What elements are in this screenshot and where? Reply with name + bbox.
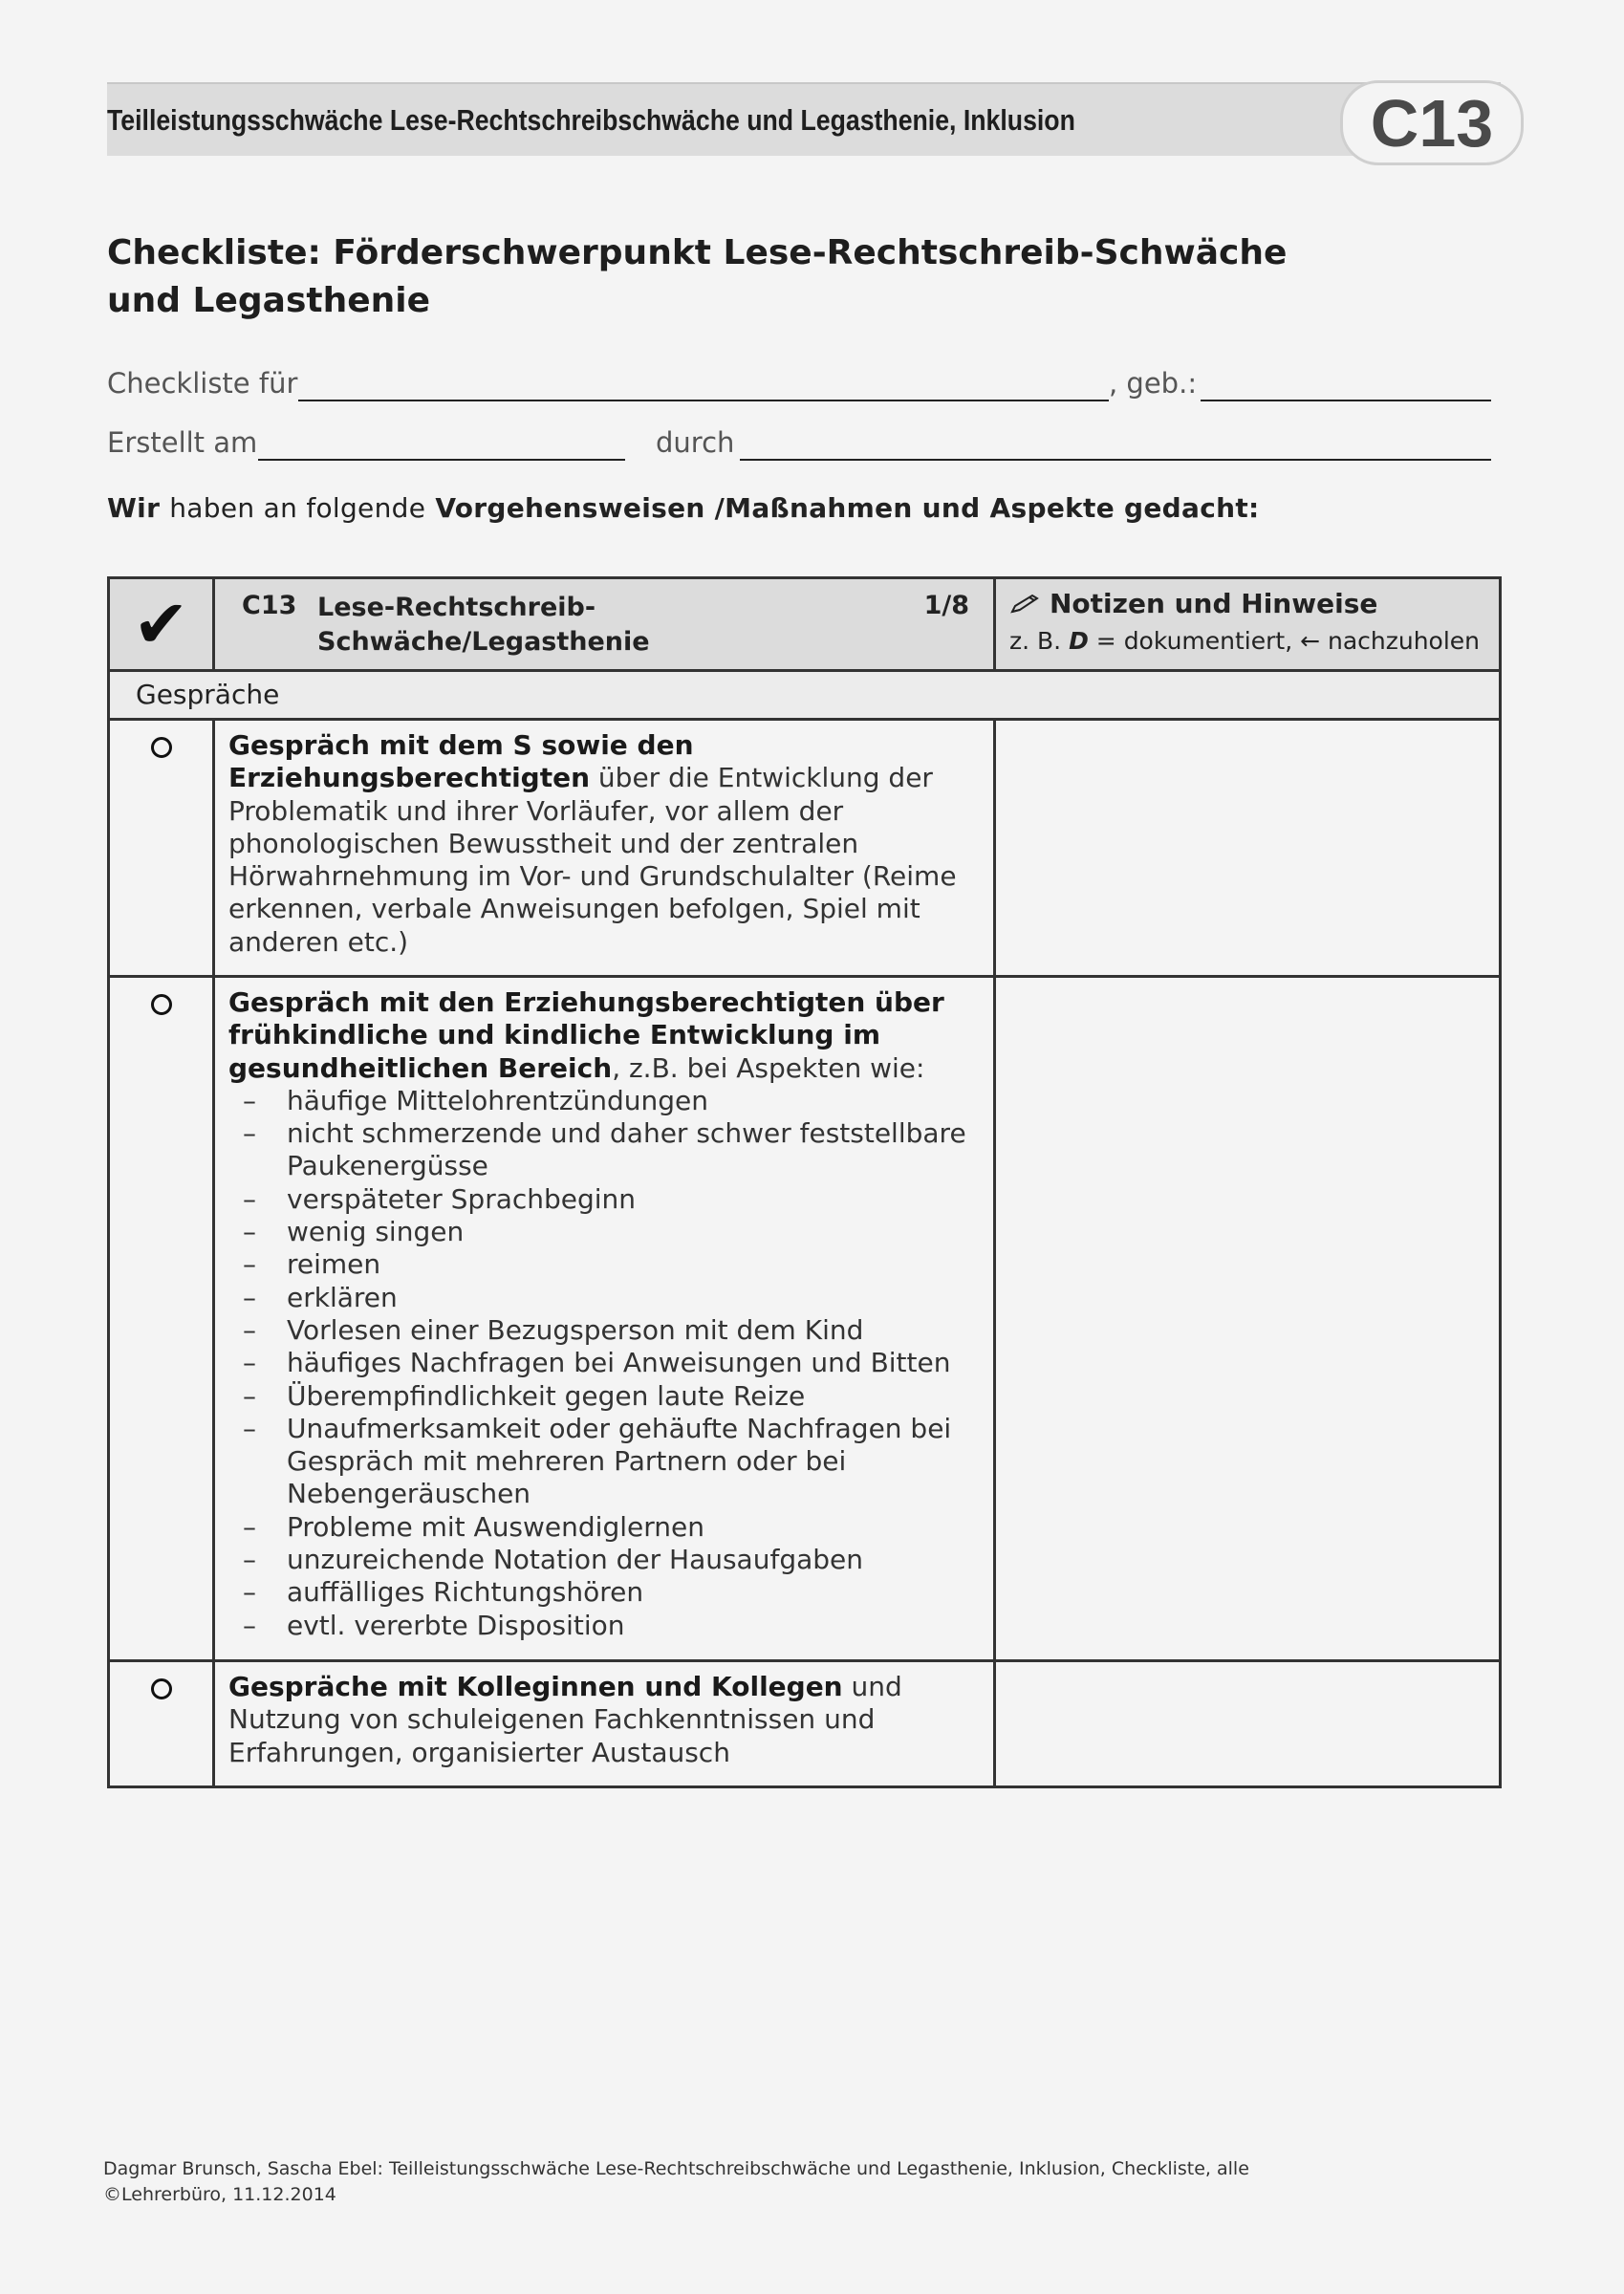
footer-credit: Dagmar Brunsch, Sascha Ebel: Teilleistungsschwäche Lese-Rechtschreibschwäche und Legasthenie, Inklusion, Checkliste, alle — [103, 2158, 1249, 2179]
born-label: , geb.: — [1109, 367, 1198, 400]
list-item: – häufige Mittelohrentzündungen — [228, 1085, 982, 1117]
table-row — [109, 977, 1501, 1661]
row-text: Gespräch mit den Erziehungsberechtigten über frühkindliche und kindliche Entwicklung im gesundheitlichen Bereich, z.B. bei Aspekten wie: – häufige Mittelohrentzündungen – nicht schmerzende und daher schwer feststellbare Paukenergüsse – verspäteter Sprachbeginn – wenig singen – reimen – erklären – Vorlesen einer Bezugsperson mit dem Kind – häufiges Nachfragen bei Anweisungen und Bitten – Überempfindlichkeit gegen laute Reize – Unaufmerksamkeit oder gehäufte Nachfragen bei Gespräch mit mehreren Partnern oder bei Nebengeräuschen – Probleme mit Auswendiglernen – unzureichende Notation der Hausaufgaben – auffälliges Richtungshören – evtl. vererbte Disposition — [214, 977, 995, 1661]
checklist-table — [107, 576, 1502, 1788]
row-text: Gespräch mit dem S sowie den Erziehungsberechtigten über die Entwicklung der Problematik und ihrer Vorläufer, vor allem der phonologischen Bewusstheit und der zentralen Hörwahrnehmung im Vor- und Grundschulalter (Reime erkennen, verbale Anweisungen befolgen, Spiel mit anderen etc.) — [214, 720, 995, 977]
notes-cell[interactable] — [995, 1661, 1501, 1787]
check-column-header — [109, 578, 214, 671]
list-item: – evtl. vererbte Disposition — [228, 1610, 982, 1642]
notes-column-header — [995, 578, 1501, 671]
table-row — [109, 720, 1501, 977]
list-item: – Vorlesen einer Bezugsperson mit dem Kind — [228, 1314, 982, 1347]
born-field[interactable] — [1201, 400, 1491, 401]
table-title: Lese-Rechtschreib- Schwäche/Legasthenie — [317, 593, 650, 657]
list-item: – erklären — [228, 1282, 982, 1314]
checkbox-circle[interactable] — [151, 1678, 172, 1699]
check-cell[interactable] — [109, 720, 214, 977]
notes-cell[interactable] — [995, 977, 1501, 1661]
list-item: – reimen — [228, 1248, 982, 1281]
notes-title: Notizen und Hinweise — [1050, 588, 1378, 619]
list-item: – wenig singen — [228, 1216, 982, 1248]
footer — [103, 2156, 1249, 2208]
table-row — [109, 1661, 1501, 1787]
section-row — [109, 671, 1501, 720]
list-item: – Unaufmerksamkeit oder gehäufte Nachfragen bei Gespräch mit mehreren Partnern oder bei Nebengeräuschen — [228, 1413, 982, 1511]
table-header-row — [109, 578, 1501, 671]
intro-text: Wir haben an folgende Vorgehensweisen /Maßnahmen und Aspekte gedacht: — [107, 492, 1260, 524]
checkmark-icon: ✔ — [133, 585, 189, 663]
list-item: – unzureichende Notation der Hausaufgaben — [228, 1544, 982, 1576]
list-item: – Probleme mit Auswendiglernen — [228, 1511, 982, 1544]
by-label: durch — [656, 426, 735, 459]
created-on-field[interactable] — [258, 459, 625, 461]
table-code: C13 — [242, 591, 297, 620]
list-item: – häufiges Nachfragen bei Anweisungen und Bitten — [228, 1347, 982, 1379]
notes-legend: z. B. D = dokumentiert, ← nachzuholen — [1009, 627, 1481, 655]
header-bar — [107, 82, 1501, 161]
header-title: Teilleistungsschwäche Lese-Rechtschreibschwäche und Legasthenie, Inklusion — [107, 103, 1075, 137]
list-item: – verspäteter Sprachbeginn — [228, 1183, 982, 1216]
document-title: Checkliste: Förderschwerpunkt Lese-Rechtschreib-Schwäche und Legasthenie — [107, 233, 1288, 320]
page-number: 1/8 — [923, 591, 969, 620]
checkbox-circle[interactable] — [151, 737, 172, 758]
checkbox-circle[interactable] — [151, 994, 172, 1015]
created-on-label: Erstellt am — [107, 426, 258, 459]
chapter-code-badge: C13 — [1340, 80, 1524, 165]
checklist-for-label: Checkliste für — [107, 367, 298, 400]
list-item: – nicht schmerzende und daher schwer feststellbare Paukenergüsse — [228, 1117, 982, 1183]
footer-copyright: ©Lehrerbüro, 11.12.2014 — [103, 2184, 336, 2205]
check-cell[interactable] — [109, 1661, 214, 1787]
check-cell[interactable] — [109, 977, 214, 1661]
section-title: Gespräche — [109, 671, 1501, 720]
aspect-list — [228, 1085, 982, 1642]
topic-column-header — [214, 578, 995, 671]
by-field[interactable] — [740, 459, 1491, 461]
notes-cell[interactable] — [995, 720, 1501, 977]
pencil-icon — [1009, 593, 1042, 616]
checklist-for-field[interactable] — [298, 400, 1109, 401]
row-text: Gespräche mit Kolleginnen und Kollegen und Nutzung von schuleigenen Fachkenntnissen und Erfahrungen, organisierter Austausch — [214, 1661, 995, 1787]
list-item: – auffälliges Richtungshören — [228, 1576, 982, 1609]
list-item: – Überempfindlichkeit gegen laute Reize — [228, 1380, 982, 1413]
